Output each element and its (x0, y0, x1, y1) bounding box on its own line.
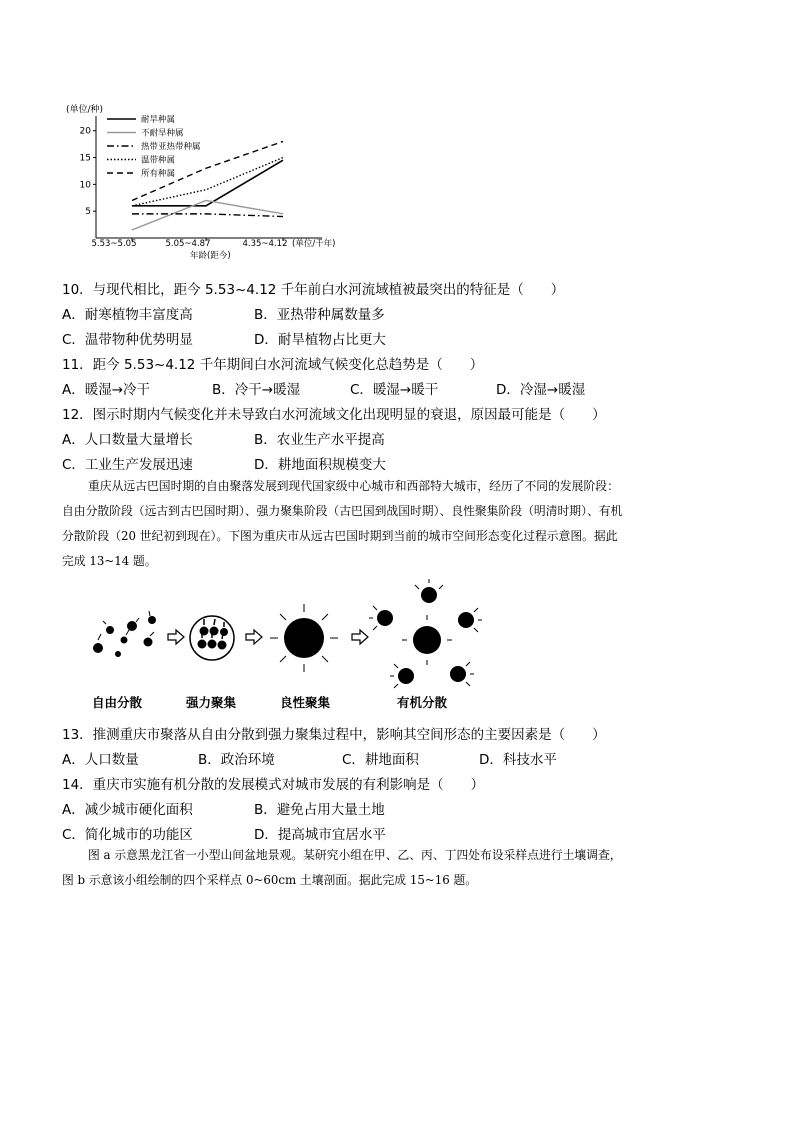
q14-option-c[interactable]: C．简化城市的功能区 (62, 827, 193, 843)
arrow-right-icon (168, 630, 184, 644)
legend-label-0: 耐旱种属 (141, 115, 176, 125)
urban-form-figure (80, 578, 500, 698)
y-tick-label: 5 (85, 207, 91, 218)
stage-label-2: 强力聚集 (186, 695, 237, 710)
series-line-2 (132, 214, 283, 217)
passage-chongqing-line2: 自由分散阶段（远古到古巴国时期）、强力聚集阶段（古巴国到战国时期）、良性聚集阶段（明清时期）、有机 (62, 504, 623, 518)
passage-chongqing-line1: 重庆从远古巴国时期的自由聚落发展到现代国家级中心城市和西部特大城市，经历了不同的发展阶段： (88, 479, 619, 493)
arrow-right-icon (246, 630, 262, 644)
question-14-stem: 14．重庆市实施有机分散的发展模式对城市发展的有利影响是（ ） (62, 777, 485, 793)
question-10-stem: 10．与现代相比，距今 5.53~4.12 千年前白水河流域植被最突出的特征是（ ） (62, 282, 565, 298)
x-tick-label: 5.53~5.05 (91, 239, 137, 249)
q13-option-d[interactable]: D．科技水平 (479, 752, 557, 768)
q13-option-a[interactable]: A．人口数量 (62, 752, 139, 768)
organic-dispersal-icon (369, 579, 482, 688)
forced-aggregation-icon (190, 616, 234, 660)
passage-heilongjiang-line2: 图 b 示意该小组绘制的四个采样点 0~60cm 土壤剖面。据此完成 15~16 题。 (62, 873, 478, 887)
q11-option-a[interactable]: A．暖湿→冷干 (62, 382, 151, 398)
legend-label-1: 不耐旱种属 (141, 128, 184, 139)
q11-option-c[interactable]: C．暖湿→暖干 (350, 382, 439, 398)
scattered-settlements-icon (93, 611, 156, 657)
q12-option-a[interactable]: A．人口数量大量增长 (62, 432, 193, 448)
benign-aggregation-icon (270, 604, 338, 672)
q13-option-b[interactable]: B．政治环境 (198, 752, 275, 768)
x-tick-label: 4.35~4.12 (242, 239, 288, 249)
q11-option-d[interactable]: D．冷湿→暖湿 (496, 382, 586, 398)
q10-option-b[interactable]: B．亚热带种属数量多 (254, 307, 385, 323)
passage-chongqing-line4: 完成 13~14 题。 (62, 554, 157, 568)
q11-option-b[interactable]: B．冷干→暖湿 (212, 382, 301, 398)
chart-axes (96, 116, 322, 238)
y-tick-label: 10 (79, 180, 91, 191)
y-axis-label: (单位/种) (66, 105, 104, 115)
q14-option-d[interactable]: D．提高城市宜居水平 (254, 827, 386, 843)
chart-legend (107, 114, 201, 179)
question-12-stem: 12．图示时期内气候变化并未导致白水河流域文化出现明显的衰退，原因最可能是（ ） (62, 407, 606, 423)
stage-label-1: 自由分散 (92, 695, 143, 710)
x-axis-label: 年龄(距今) (190, 251, 231, 261)
stage-label-3: 良性聚集 (280, 695, 331, 710)
y-tick-label: 20 (79, 126, 91, 137)
q10-option-d[interactable]: D．耐旱植物占比更大 (254, 332, 386, 348)
q13-option-c[interactable]: C．耕地面积 (342, 752, 419, 768)
pollen-chart (60, 98, 380, 268)
q14-option-a[interactable]: A．减少城市硬化面积 (62, 802, 193, 818)
x-tick-label: 5.05~4.87 (165, 239, 211, 249)
stage-label-4: 有机分散 (397, 695, 448, 710)
q12-option-b[interactable]: B．农业生产水平提高 (254, 432, 385, 448)
arrow-right-icon (352, 630, 368, 644)
legend-label-3: 温带种属 (141, 155, 176, 166)
q10-option-a[interactable]: A．耐寒植物丰富度高 (62, 307, 193, 323)
question-13-stem: 13．推测重庆市聚落从自由分散到强力聚集过程中，影响其空间形态的主要因素是（ ） (62, 727, 606, 743)
x-ticks (92, 238, 288, 249)
passage-chongqing-line3: 分散阶段（20 世纪初到现在）。下图为重庆市从远古巴国时期到当前的城市空间形态变化过程示意图。据此 (62, 529, 618, 543)
legend-label-4: 所有种属 (141, 169, 176, 179)
legend-label-2: 热带亚热带种属 (141, 142, 201, 152)
q14-option-b[interactable]: B．避免占用大量土地 (254, 802, 385, 818)
passage-heilongjiang-line1: 图 a 示意黑龙江省一小型山间盆地景观。某研究小组在甲、乙、丙、丁四处布设采样点进行土壤调查， (88, 848, 622, 862)
y-tick-label: 15 (79, 153, 91, 164)
x-axis-unit: (单位/千年) (292, 239, 336, 249)
y-ticks (80, 127, 96, 217)
q12-option-d[interactable]: D．耕地面积规模变大 (254, 457, 386, 473)
q10-option-c[interactable]: C．温带物种优势明显 (62, 332, 193, 348)
q12-option-c[interactable]: C．工业生产发展迅速 (62, 457, 193, 473)
question-11-stem: 11．距今 5.53~4.12 千年期间白水河流域气候变化总趋势是（ ） (62, 357, 484, 373)
